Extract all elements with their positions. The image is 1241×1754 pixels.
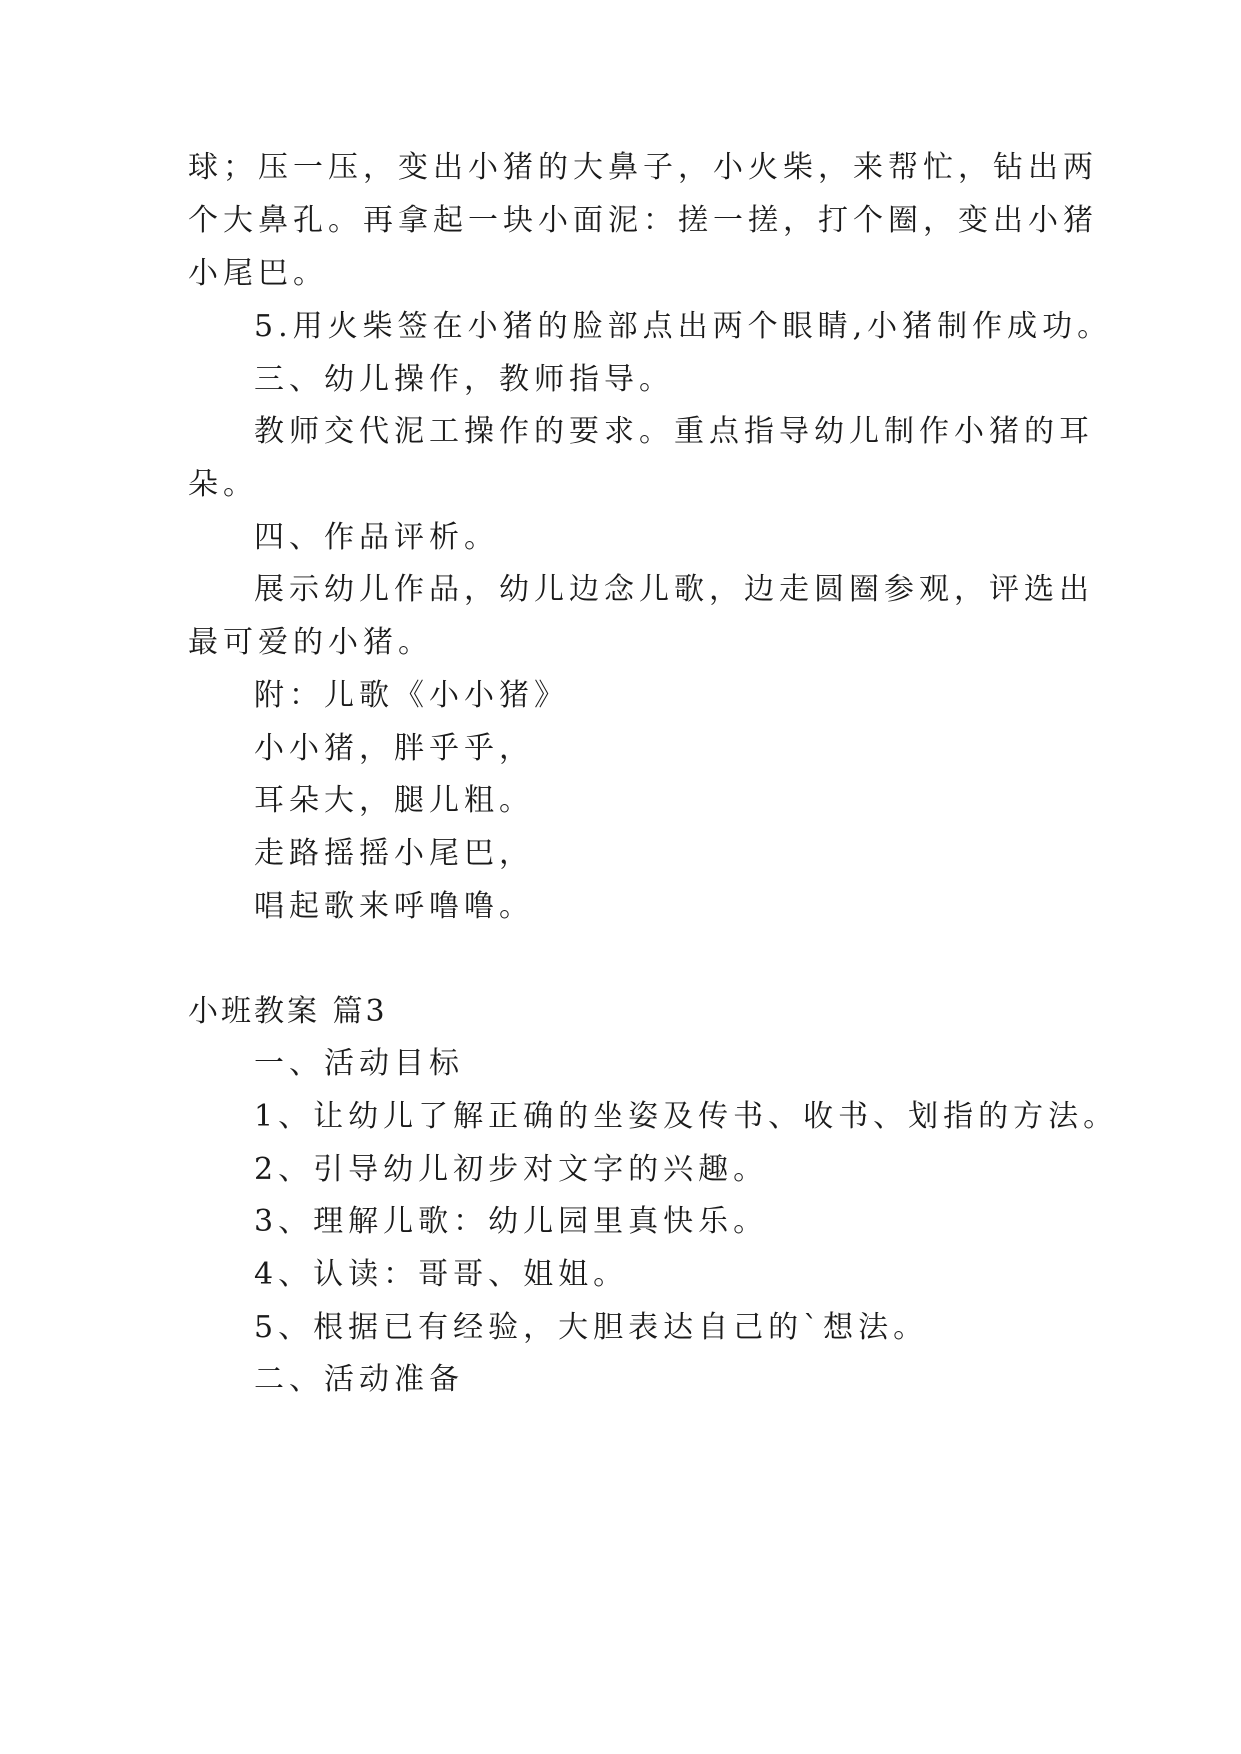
goal-item: 5、根据已有经验，大胆表达自己的`想法。	[254, 1310, 929, 1345]
poem-line: 小小猪，胖乎乎，	[254, 731, 534, 766]
section-title: 小班教案 篇3	[188, 994, 388, 1029]
teacher-guidance-line-2: 朵。	[188, 467, 258, 502]
heading-operation: 三、幼儿操作，教师指导。	[254, 362, 674, 397]
show-works-line-2: 最可爱的小猪。	[188, 625, 433, 660]
heading-evaluation: 四、作品评析。	[254, 520, 499, 555]
appendix-title: 附：儿歌《小小猪》	[254, 678, 569, 713]
paragraph-continuation-line-2: 个大鼻孔。再拿起一块小面泥：搓一搓，打个圈，变出小猪	[188, 203, 1098, 238]
poem-line: 耳朵大，腿儿粗。	[254, 783, 534, 818]
goal-item: 3、理解儿歌：幼儿园里真快乐。	[254, 1204, 769, 1239]
goal-item: 2、引导幼儿初步对文字的兴趣。	[254, 1152, 769, 1187]
heading-goals: 一、活动目标	[254, 1046, 464, 1081]
heading-preparation: 二、活动准备	[254, 1362, 464, 1397]
poem-line: 走路摇摇小尾巴，	[254, 836, 534, 871]
goal-item: 4、认读：哥哥、姐姐。	[254, 1257, 629, 1292]
poem-line: 唱起歌来呼噜噜。	[254, 889, 534, 924]
show-works-line-1: 展示幼儿作品，幼儿边念儿歌，边走圆圈参观，评选出	[254, 572, 1094, 607]
goal-item: 1、让幼儿了解正确的坐姿及传书、收书、划指的方法。	[254, 1099, 1119, 1134]
step-5: 5.用火柴签在小猪的脸部点出两个眼睛,小猪制作成功。	[254, 309, 1113, 344]
teacher-guidance-line-1: 教师交代泥工操作的要求。重点指导幼儿制作小猪的耳	[254, 414, 1094, 449]
paragraph-continuation-line-1: 球；压一压，变出小猪的大鼻子，小火柴，来帮忙，钻出两	[188, 150, 1098, 185]
paragraph-continuation-line-3: 小尾巴。	[188, 256, 328, 291]
